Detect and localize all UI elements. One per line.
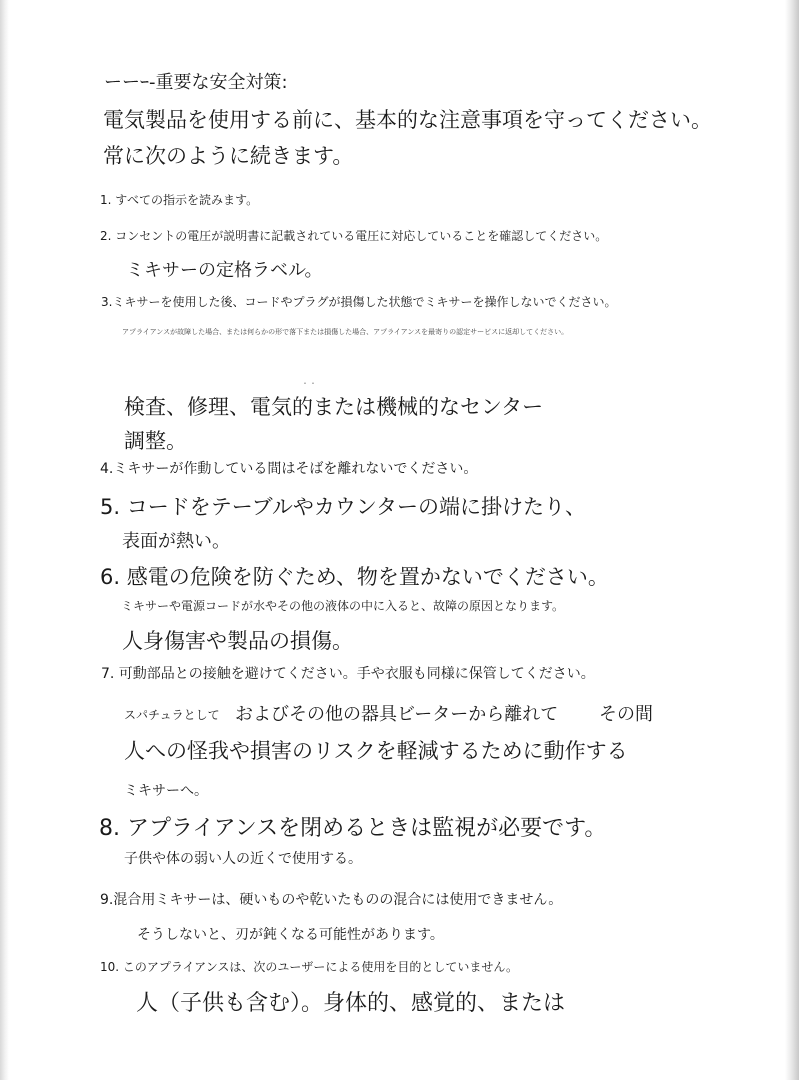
list-item-8-continuation: 子供や体の弱い人の近くで使用する。 — [124, 851, 362, 867]
list-item-7: 7. 可動部品との接触を避けてください。手や衣服も同様に保管してください。 — [101, 666, 595, 682]
list-item-5-continuation: 表面が熱い。 — [122, 531, 230, 552]
list-item-7-part-d: 人への怪我や損害のリスクを軽減するために動作する — [124, 739, 628, 763]
heading-line: ーーｰ-重要な安全対策: — [104, 72, 288, 93]
continuation-block-1: 検査、修理、電気的または機械的なセンター — [124, 395, 544, 419]
list-item-6: 6. 感電の危険を防ぐため、物を置かないでください。 — [100, 565, 609, 589]
list-item-9: 9.混合用ミキサーは、硬いものや乾いたものの混合には使用できません。 — [100, 892, 563, 908]
list-item-5: 5. コードをテーブルやカウンターの端に掛けたり、 — [100, 495, 586, 519]
list-item-3-fine-print: アプライアンスが故障した場合、または何らかの形で落下または損傷した場合、アプライアンスを最寄りの認定サービスに返却してください。 — [122, 328, 569, 336]
list-item-2-continuation: ミキサーの定格ラベル。 — [126, 260, 323, 281]
list-item-8: 8. アプライアンスを閉めるときは監視が必要です。 — [99, 816, 607, 841]
list-item-7-part-e: ミキサーへ。 — [124, 783, 208, 799]
list-item-6-continuation: ミキサーや電源コードが水やその他の液体の中に入ると、故障の原因となります。 — [121, 599, 565, 613]
page-left-edge — [0, 0, 9, 1080]
list-item-7-part-c: その間 — [599, 704, 653, 725]
page-right-edge — [785, 0, 799, 1080]
list-item-7-part-a: スパチュラとして — [124, 708, 220, 722]
list-item-1: 1. すべての指示を読みます。 — [100, 193, 259, 207]
list-item-7-part-b: およびその他の器具ビーターから離れて — [235, 704, 559, 725]
intro-line-1: 電気製品を使用する前に、基本的な注意事項を守ってください。 — [103, 108, 712, 132]
list-item-10-continuation: 人（子供も含む）。身体的、感覚的、または — [136, 991, 566, 1016]
list-item-4: 4.ミキサーが作動している間はそばを離れないでください。 — [100, 461, 478, 477]
list-item-2: 2. コンセントの電圧が説明書に記載されている電圧に対応していることを確認してください。 — [100, 229, 608, 243]
list-item-10: 10. このアプライアンスは、次のユーザーによる使用を目的としていません。 — [100, 960, 519, 974]
list-item-9-continuation: そうしないと、刃が鈍くなる可能性があります。 — [137, 927, 444, 943]
list-item-6-continuation-2: 人身傷害や製品の損傷。 — [122, 629, 353, 653]
intro-line-2: 常に次のように続きます。 — [103, 144, 354, 168]
list-item-3: 3.ミキサーを使用した後、コードやプラグが損傷した状態でミキサーを操作しないでください。 — [101, 295, 617, 309]
continuation-block-2: 調整。 — [124, 429, 187, 453]
stray-mark: ・・ — [301, 379, 317, 388]
